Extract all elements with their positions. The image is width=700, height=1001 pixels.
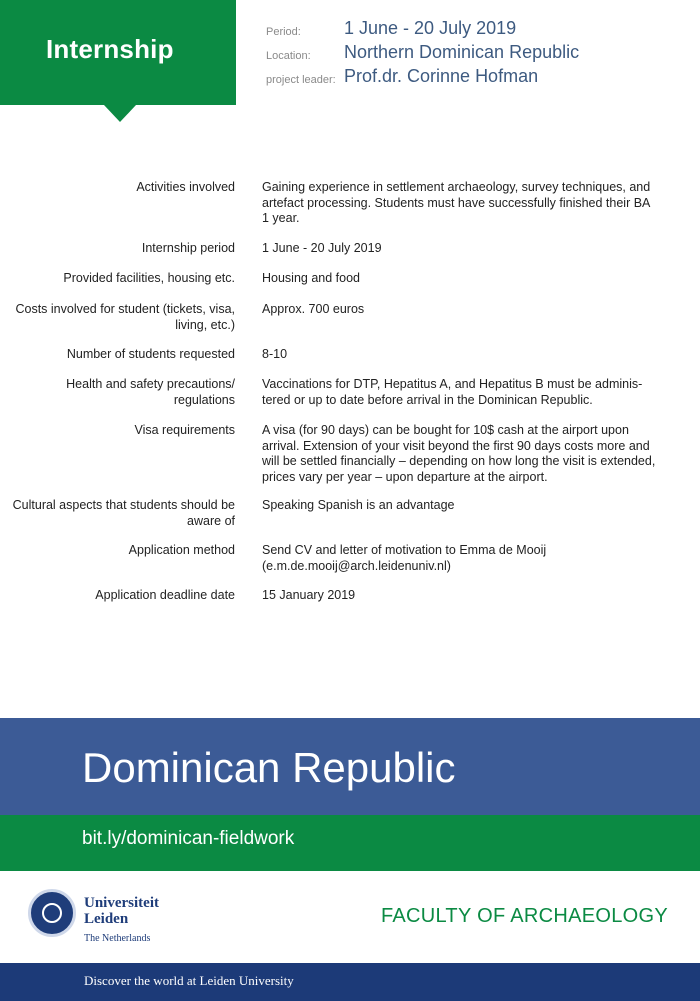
university-name-line2: Leiden [84, 911, 129, 927]
detail-value: Speaking Spanish is an advantage [262, 498, 455, 512]
meta-leader-value: Prof.dr. Corinne Hofman [344, 66, 539, 86]
badge-pointer [104, 105, 136, 122]
detail-label: Costs involved for student (tickets, visa, living, etc.) [15, 302, 235, 332]
detail-value: 8-10 [262, 347, 288, 361]
detail-label: Internship period [141, 241, 235, 255]
detail-label: Number of students requested [66, 347, 235, 361]
detail-label: Health and safety precautions/ regulations [66, 377, 235, 407]
url-banner [0, 815, 700, 871]
fieldwork-link[interactable]: bit.ly/dominican-fieldwork [82, 828, 295, 849]
meta-period-value: 1 June - 20 July 2019 [344, 18, 517, 38]
university-seal-icon [28, 889, 76, 937]
detail-value: 1 June - 20 July 2019 [262, 241, 382, 255]
university-name-line1: Universiteit [84, 895, 159, 911]
meta-leader-label: project leader: [266, 74, 336, 86]
country-title: Dominican Republic [82, 744, 456, 791]
university-country: The Netherlands [84, 933, 151, 944]
detail-label: Application deadline date [95, 588, 235, 602]
detail-label: Provided facilities, housing etc. [63, 271, 235, 285]
seal-emblem [42, 903, 62, 923]
detail-value: Gaining experience in settlement archaeology, survey techniques, and artefact processing. Students must have successfully finished their BA 1 year. [262, 180, 651, 225]
detail-value: Send CV and letter of motivation to Emma de Mooij (e.m.de.mooij@arch.leidenuniv.nl) [262, 543, 547, 573]
slogan-bar [0, 963, 700, 1001]
slogan-text: Discover the world at Leiden University [84, 973, 294, 988]
page-title: Internship [46, 34, 174, 64]
detail-label: Cultural aspects that students should be aware of [12, 498, 235, 528]
meta-location-value: Northern Dominican Republic [344, 42, 580, 62]
meta-location-label: Location: [266, 50, 311, 62]
header-badge [0, 0, 236, 105]
detail-value: A visa (for 90 days) can be bought for 10$ cash at the airport upon arrival. Extension of your visit beyond the first 90 days costs more and will be settled financially – depending on how long the visit is extended, prices vary per year – upon departure at the airport. [262, 423, 656, 484]
detail-value: Housing and food [262, 271, 360, 285]
leiden-logo [28, 889, 188, 949]
university-name [84, 895, 159, 927]
faculty-name: FACULTY OF ARCHAEOLOGY [380, 905, 668, 927]
detail-label: Visa requirements [134, 423, 235, 437]
detail-value: Approx. 700 euros [262, 302, 365, 316]
detail-label: Activities involved [136, 180, 235, 194]
country-banner [0, 718, 700, 815]
detail-label: Application method [128, 543, 235, 557]
detail-value: 15 January 2019 [262, 588, 356, 602]
detail-value: Vaccinations for DTP, Hepatitus A, and Hepatitus B must be adminis-tered or up to date before arrival in the Dominican Republic. [262, 377, 643, 407]
meta-period-label: Period: [266, 26, 301, 38]
